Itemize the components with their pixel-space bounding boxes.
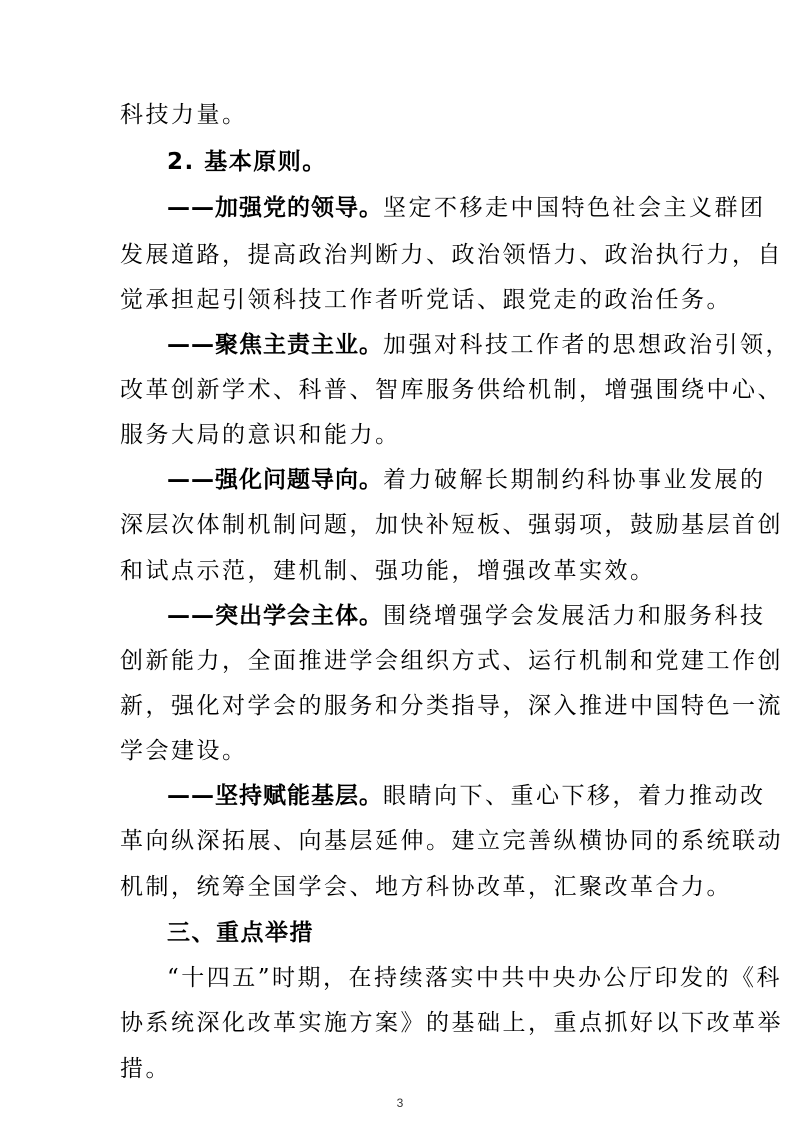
body-text-line: 服务大局的意识和能力。 bbox=[120, 422, 401, 448]
body-text-line: 新，强化对学会的服务和分类指导，深入推进中国特色一流 bbox=[120, 693, 783, 719]
page-number: 3 bbox=[396, 1096, 404, 1110]
body-text-line: 革向纵深拓展、向基层延伸。建立完善纵横协同的系统联动 bbox=[120, 828, 783, 854]
section-heading-key-measures: 三、重点举措 bbox=[167, 920, 314, 946]
body-text-line: 协系统深化改革实施方案》的基础上，重点抓好以下改革举 bbox=[120, 1010, 783, 1036]
body-text-line: 措。 bbox=[120, 1056, 171, 1082]
principle-problem-oriented: ——强化问题导向。着力破解长期制约科协事业发展的 bbox=[167, 467, 766, 493]
principle-title: ——聚焦主责主业。 bbox=[167, 332, 383, 358]
body-text-line: 觉承担起引领科技工作者听党话、跟党走的政治任务。 bbox=[120, 287, 732, 313]
principle-title: ——突出学会主体。 bbox=[167, 603, 383, 629]
principle-party-leadership: ——加强党的领导。坚定不移走中国特色社会主义群团 bbox=[167, 195, 766, 221]
body-text-line: 发展道路，提高政治判断力、政治领悟力、政治执行力，自 bbox=[120, 242, 783, 268]
body-text-line: 创新能力，全面推进学会组织方式、运行机制和党建工作创 bbox=[120, 648, 783, 674]
principle-title: ——坚持赋能基层。 bbox=[167, 783, 383, 809]
principle-society-subject: ——突出学会主体。围绕增强学会发展活力和服务科技 bbox=[167, 603, 766, 629]
section-heading-basic-principles: 2. 基本原则。 bbox=[167, 149, 327, 175]
body-text-line: 深层次体制机制问题，加快补短板、强弱项，鼓励基层首创 bbox=[120, 512, 783, 538]
principle-title: ——加强党的领导。 bbox=[167, 195, 383, 221]
principle-title: ——强化问题导向。 bbox=[167, 467, 383, 493]
principle-core-business: ——聚焦主责主业。加强对科技工作者的思想政治引领， bbox=[167, 332, 791, 358]
body-text-line: “十四五”时期，在持续落实中共中央办公厅印发的《科 bbox=[167, 965, 783, 991]
body-text-line: 机制，统筹全国学会、地方科协改革，汇聚改革合力。 bbox=[120, 874, 732, 900]
principle-empower-grassroots: ——坚持赋能基层。眼睛向下、重心下移，着力推动改 bbox=[167, 783, 766, 809]
body-text-line: 改革创新学术、科普、智库服务供给机制，增强围绕中心、 bbox=[120, 377, 783, 403]
body-text-line: 和试点示范，建机制、强功能，增强改革实效。 bbox=[120, 558, 656, 584]
body-text-line: 科技力量。 bbox=[120, 102, 248, 128]
body-text-line: 学会建设。 bbox=[120, 738, 248, 764]
